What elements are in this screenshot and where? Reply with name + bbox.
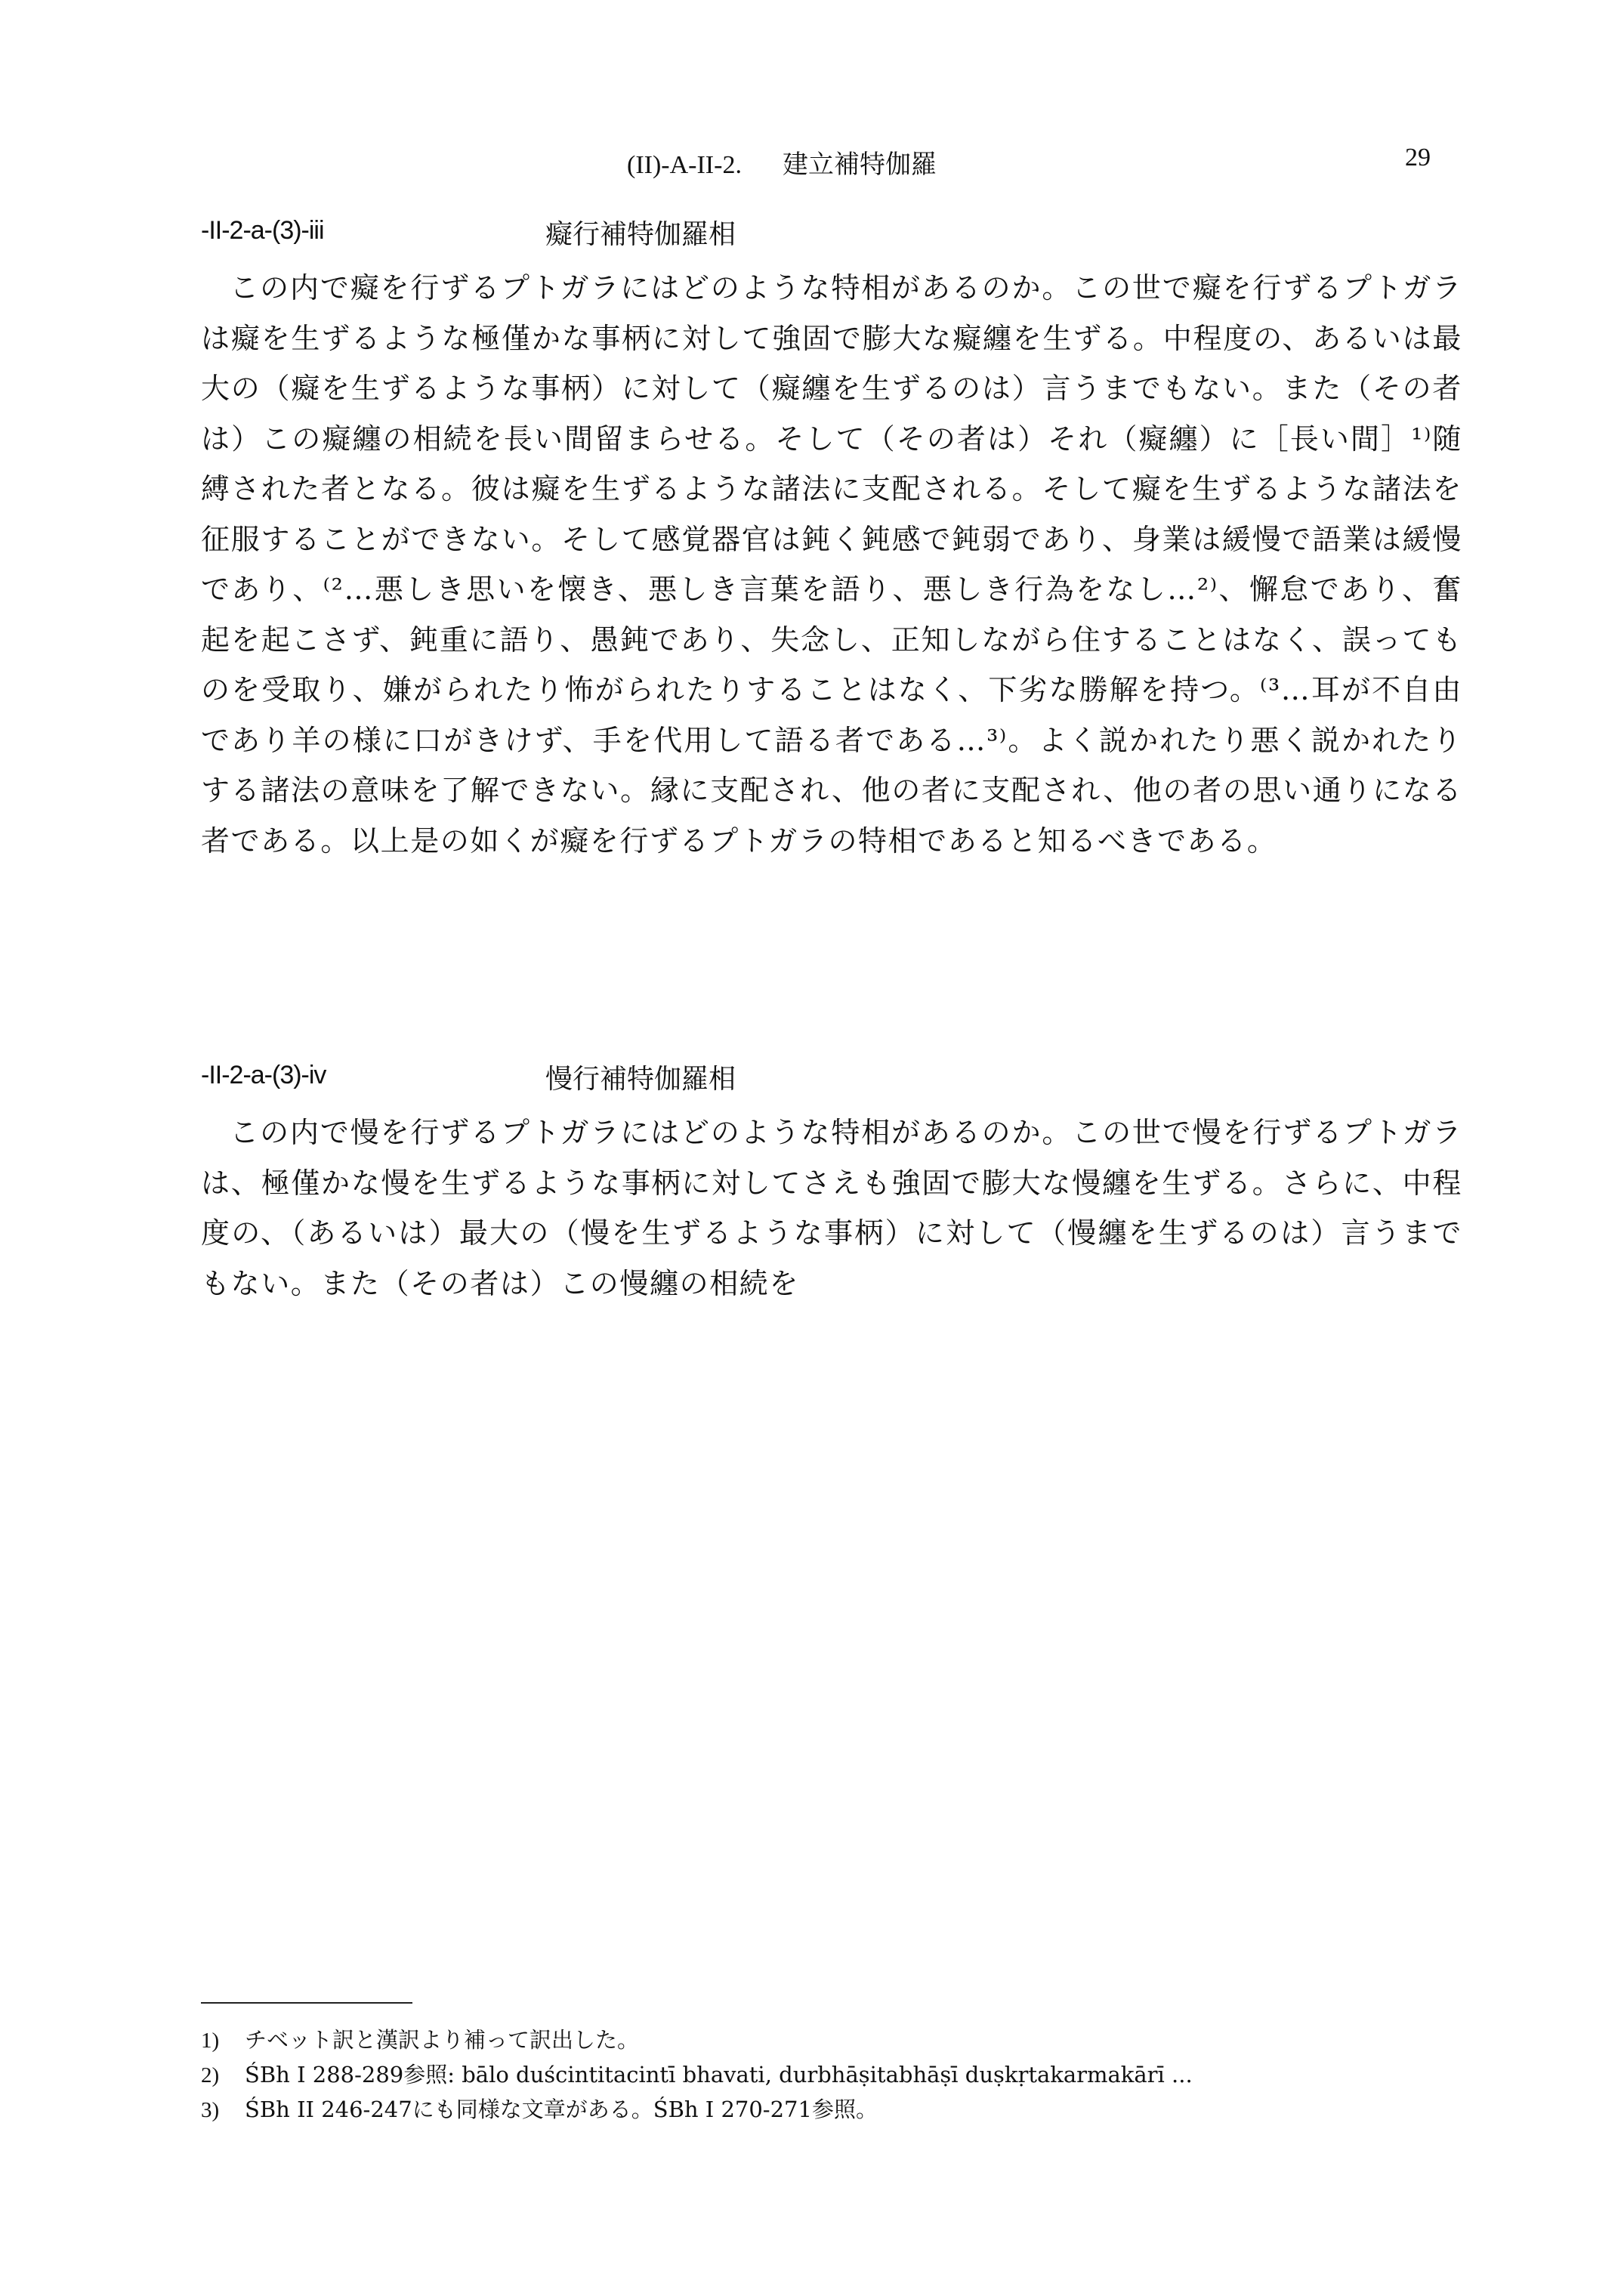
section-body <box>201 263 1462 866</box>
footnote-2 <box>201 2058 1462 2093</box>
section-iv <box>201 1058 1462 1309</box>
section-code: -II-2-a-(3)-iii <box>201 216 324 245</box>
footnotes <box>201 2023 1462 2128</box>
section-body-text: この内で癡を行ずるプトガラにはどのような特相があるのか。この世で癡を行ずるプトガラは癡を生ずるような極僅かな事柄に対して強固で膨大な癡纏を生ずる。中程度の、あるいは最大の（癡を生ずるような事柄）に対して（癡纏を生ずるのは）言うまでもない。また（その者は）この癡纏の相続を長い間留まらせる。そして（その者は）それ（癡纏）に［長い間］¹⁾随縛された者となる。彼は癡を生ずるような諸法に支配される。そして癡を生ずるような諸法を征服することができない。そして感覚器官は鈍く鈍感で鈍弱であり、身業は緩慢で語業は緩慢であり、⁽²…悪しき思いを懐き、悪しき言葉を語り、悪しき行為をなし…²⁾、懈怠であり、奮起を起こさず、鈍重に語り、愚鈍であり、失念し、正知しながら住することはなく、誤ってものを受取り、嫌がられたり怖がられたりすることはなく、下劣な勝解を持つ。⁽³…耳が不自由であり羊の様に口がきけず、手を代用して語る者である…³⁾。よく説かれたり悪く説かれたりする諸法の意味を了解できない。縁に支配され、他の者に支配され、他の者の思い通りになる者である。以上是の如くが癡を行ずるプトガラの特相であると知るべきである。 <box>201 271 1462 858</box>
section-heading <box>201 1058 1462 1108</box>
page-number: 29 <box>1405 144 1431 172</box>
running-head-section-title: 建立補特伽羅 <box>782 150 937 180</box>
section-code: -II-2-a-(3)-iv <box>201 1061 326 1089</box>
section-title: 癡行補特伽羅相 <box>545 219 736 250</box>
section-iii <box>201 213 1462 866</box>
running-header <box>0 144 1624 186</box>
footnote-text: ŚBh II 246-247にも同様な文章がある。ŚBh I 270-271参照。 <box>245 2097 878 2122</box>
section-title: 慢行補特伽羅相 <box>545 1064 736 1095</box>
running-head <box>627 144 937 181</box>
section-body-text: この内で慢を行ずるプトガラにはどのような特相があるのか。この世で慢を行ずるプトガラは、極僅かな慢を生ずるような事柄に対してさえも強固で膨大な慢纏を生ずる。さらに、中程度の、（あるいは）最大の（慢を生ずるような事柄）に対して（慢纏を生ずるのは）言うまでもない。また（その者は）この慢纏の相続を <box>201 1116 1462 1300</box>
section-body <box>201 1108 1462 1309</box>
running-head-section-code: (II)-A-II-2. <box>627 151 742 179</box>
section-heading <box>201 213 1462 263</box>
footnote-1 <box>201 2023 1462 2058</box>
footnote-number: 3) <box>201 2098 220 2122</box>
footnote-divider <box>201 2002 412 2004</box>
footnote-3 <box>201 2093 1462 2128</box>
footnote-text: チベット訳と漢訳より補って訳出した。 <box>245 2027 640 2053</box>
footnote-number: 2) <box>201 2063 220 2087</box>
footnote-number: 1) <box>201 2029 220 2053</box>
footnote-text: ŚBh I 288-289参照: bālo duścintitacintī bhavati, durbhāṣitabhāṣī duṣkṛtakarmakārī ... <box>245 2062 1193 2087</box>
